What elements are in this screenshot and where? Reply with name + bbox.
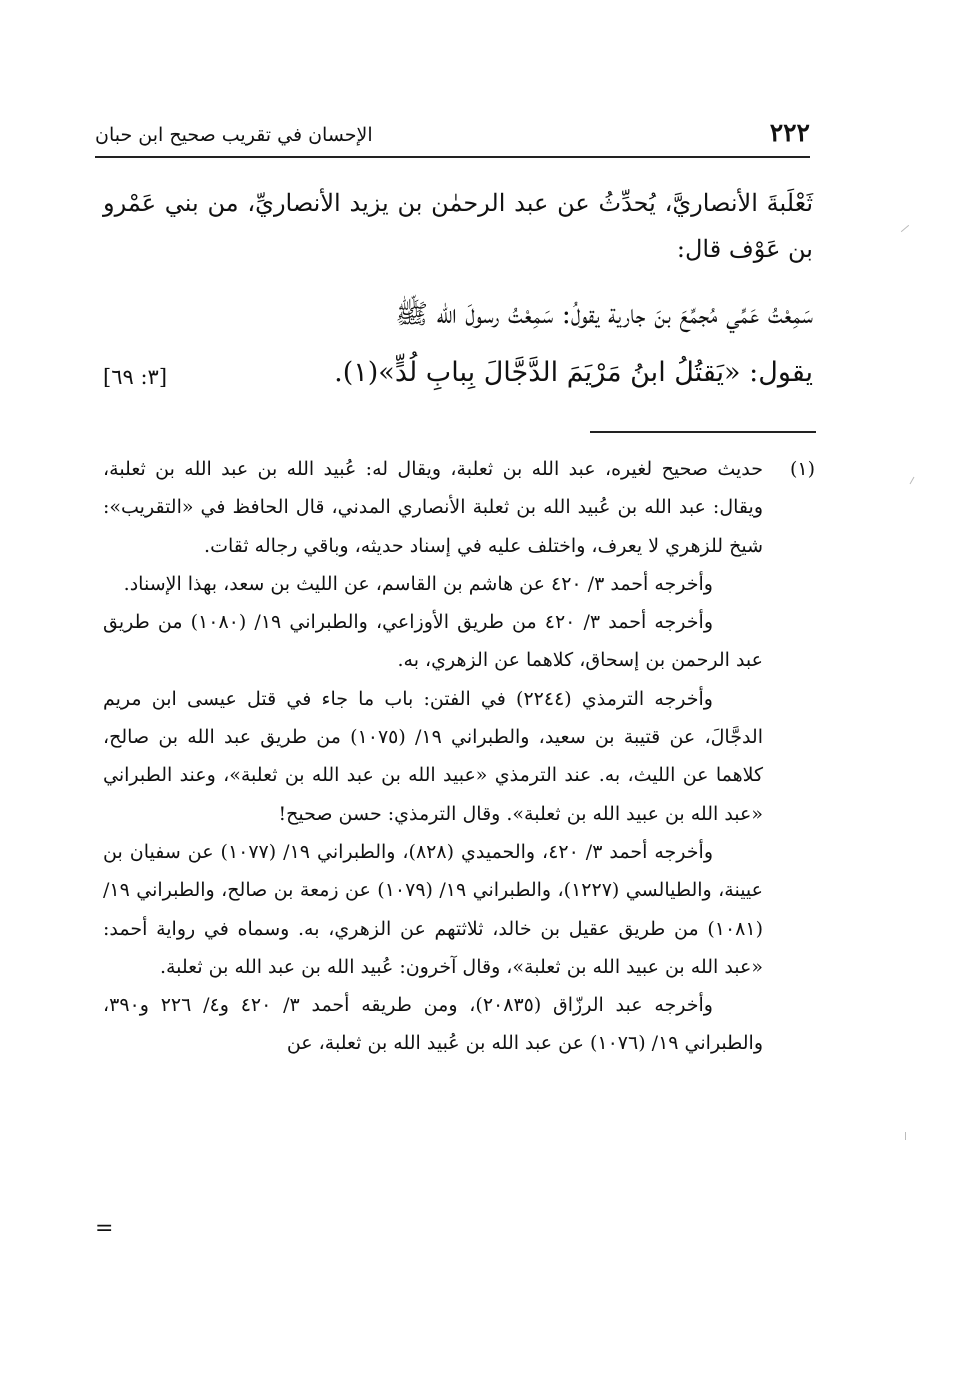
scan-speck xyxy=(905,1132,906,1140)
hadith-reference: [٣: ٦٩] xyxy=(103,365,168,389)
main-text xyxy=(103,180,813,406)
footnotes xyxy=(103,450,815,1063)
page-number: ٢٢٢ xyxy=(769,118,810,147)
continuation-mark: = xyxy=(95,1216,114,1241)
footnote-paragraph: وأخرجه أحمد ٣/ ٤٢٠، والحميدي (٨٢٨)، والطبراني ١٩/ (١٠٧٧) عن سفيان بن عيينة، والطيالسي (١٢٢٧)، والطبراني ١٩/ (١٠٧٩) عن زمعة بن صالح، والطبراني ١٩/ (١٠٨١) من طريق عقيل بن خالد، ثلاثتهم عن الزهري، به. وسماه في رواية أحمد: «عبد الله بن عبيد الله بن ثعلبة»، وقال آخرون: عُبيد الله بن عبد الله بن ثعلبة. xyxy=(103,840,763,978)
footnote-paragraph: وأخرجه أحمد ٣/ ٤٢٠ عن هاشم بن القاسم، عن الليث بن سعد، بهذا الإسناد. xyxy=(123,572,713,595)
hadith-text xyxy=(103,286,813,402)
intro-paragraph: ثَعْلَبةَ الأنصاريَّ، يُحدِّثُ عن عبد الرحمٰن بن يزيد الأنصاريِّ، من بني عَمْرو بن عَوْف قال: xyxy=(103,189,813,263)
footnote-paragraph: وأخرجه أحمد ٣/ ٤٢٠ من طريق الأوزاعي، والطبراني ١٩/ (١٠٨٠) من طريق عبد الرحمن بن إسحاق، كلاهما عن الزهري، به. xyxy=(103,611,763,672)
scan-speck xyxy=(901,225,909,232)
scan-speck xyxy=(910,477,915,484)
book-title: الإحسان في تقريب صحيح ابن حبان xyxy=(95,124,373,146)
footnote-paragraph: وأخرجه الترمذي (٢٢٤٤) في الفتن: باب ما جاء في قتل عيسى ابن مريم الدجَّالَ، عن قتيبة بن سعيد، والطبراني ١٩/ (١٠٧٥) من طريق عبد الله بن صالح، كلاهما عن الليث، به. عند الترمذي «عبيد الله بن عبد الله بن ثعلبة»، وعند الطبراني «عبد الله بن عبيد الله بن ثعلبة». وقال الترمذي: حسن صحيح! xyxy=(103,687,763,825)
hadith-line-2 xyxy=(103,344,813,402)
page-header xyxy=(95,118,810,158)
hadith-line-2-text: يقول: «يَقتُلُ ابنُ مَرْيَمَ الدَّجَّالَ بِبابِ لُدٍّ»(١). xyxy=(334,357,813,388)
footnote-number: (١) xyxy=(789,458,815,480)
footnote-paragraph: وأخرجه عبد الرزّاق (٢٠٨٣٥)، ومن طريقه أحمد ٣/ ٤٢٠ و٤/ ٢٢٦ و٣٩٠، والطبراني ١٩/ (١٠٧٦) عن عبد الله بن عُبيد الله بن ثعلبة، عن xyxy=(103,994,763,1055)
footnote-divider xyxy=(590,431,816,433)
hadith-line-1: سَمِعْتُ عَمِّي مُجمِّعَ بنَ جارية يقولُ: سَمِعْتُ رسولَ الله ﷺ xyxy=(395,299,813,330)
footnote-body xyxy=(103,450,763,1063)
footnote-paragraph: حديث صحيح لغيره، عبد الله بن ثعلبة، ويقال له: عُبيد الله بن عبد الله بن ثعلبة، ويقال: عبد الله بن عُبيد الله بن ثعلبة الأنصاري المدني، قال الحافظ في «التقريب»: شيخ للزهري لا يعرف، واختلف عليه في إسناد حديثه، وباقي رجاله ثقات. xyxy=(103,458,763,557)
